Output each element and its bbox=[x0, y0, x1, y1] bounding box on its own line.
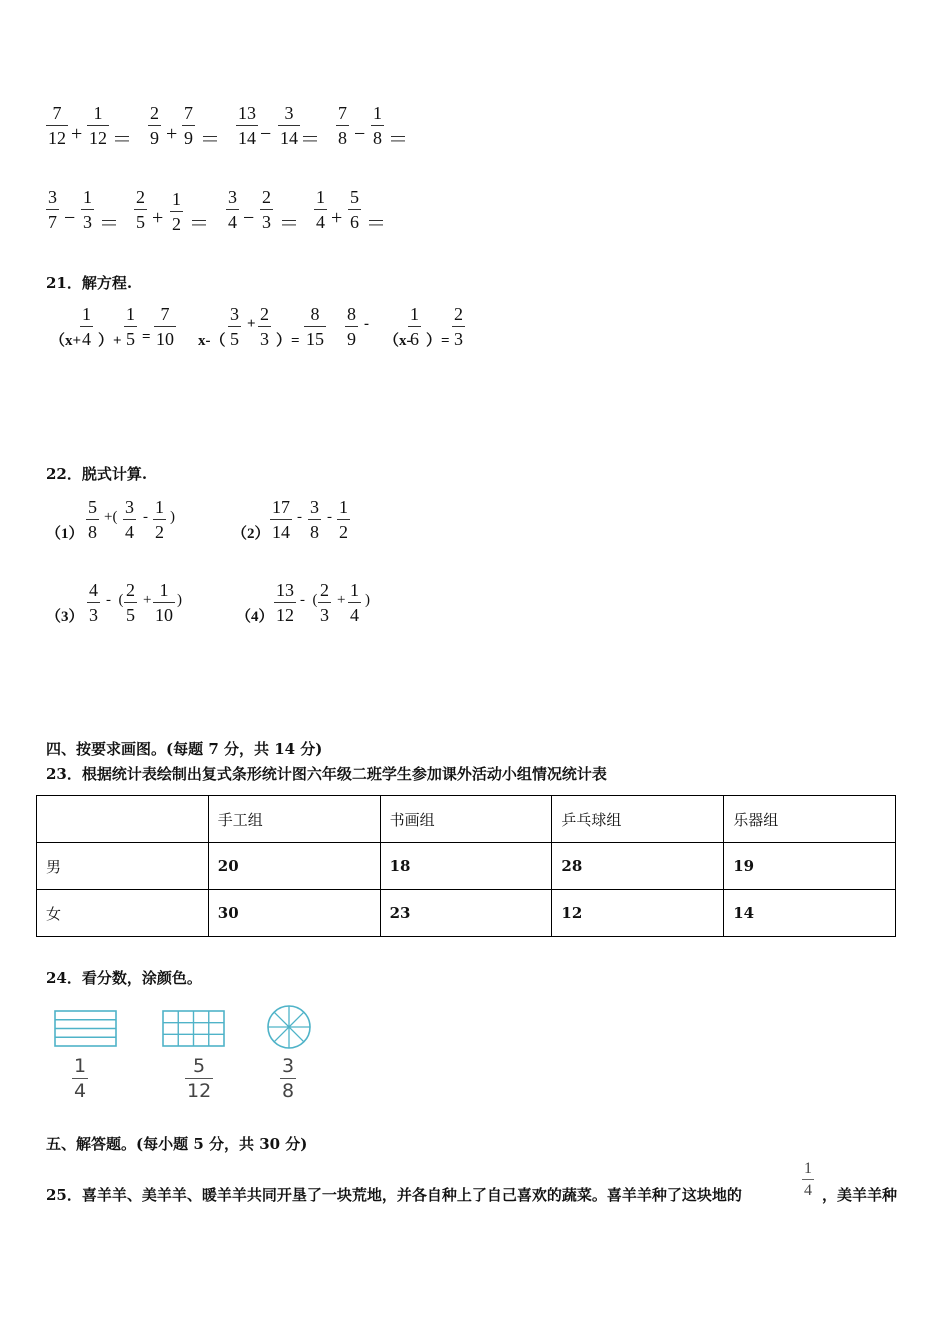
fraction: 13 14 bbox=[238, 103, 256, 148]
table-cell: 20 bbox=[208, 843, 380, 890]
paren-close: ) bbox=[170, 509, 175, 525]
table-cell: 18 bbox=[380, 843, 552, 890]
fraction: 5 8 bbox=[88, 497, 97, 542]
table-cell: 19 bbox=[724, 843, 896, 890]
fraction: 2 3 bbox=[454, 304, 463, 349]
equals: ＝ bbox=[112, 129, 132, 151]
table-cell bbox=[37, 796, 209, 843]
table-row bbox=[37, 890, 896, 937]
fraction: 1 8 bbox=[373, 103, 382, 148]
minus: - bbox=[297, 509, 302, 525]
paren-close: ) bbox=[365, 592, 370, 608]
paren-close: ）+ bbox=[98, 333, 122, 349]
operator: − bbox=[354, 123, 366, 145]
fraction: 3 5 bbox=[230, 304, 239, 349]
fraction-label: 3 8 bbox=[282, 1055, 295, 1102]
fraction: 2 5 bbox=[126, 580, 135, 625]
fraction: 1 2 bbox=[155, 497, 164, 542]
operator: − bbox=[260, 123, 272, 145]
equals: ＝ bbox=[99, 213, 119, 235]
table-cell: 乐器组 bbox=[724, 796, 896, 843]
striped-rectangle-figure[interactable] bbox=[54, 1010, 118, 1048]
problem-label: （4） bbox=[236, 609, 274, 625]
q22-title: 22．脱式计算. bbox=[46, 465, 148, 483]
fraction: 7 10 bbox=[156, 304, 174, 349]
fraction: 2 3 bbox=[262, 187, 271, 232]
fraction: 1 2 bbox=[339, 497, 348, 542]
table-cell: 12 bbox=[552, 890, 724, 937]
problem-label: （1） bbox=[46, 526, 84, 542]
fraction: 7 9 bbox=[184, 103, 193, 148]
activity-stats-table bbox=[36, 795, 896, 937]
table-cell: 23 bbox=[380, 890, 552, 937]
fraction: 3 8 bbox=[310, 497, 319, 542]
paren-close: ）= bbox=[276, 333, 300, 349]
paren-open: （x- bbox=[384, 333, 412, 349]
table-cell: 28 bbox=[552, 843, 724, 890]
grid-rectangle-figure[interactable] bbox=[162, 1010, 226, 1048]
fraction: 1 4 bbox=[82, 304, 91, 349]
paren-close: ) bbox=[177, 592, 182, 608]
operator: + bbox=[71, 123, 83, 145]
fraction: 3 4 bbox=[125, 497, 134, 542]
fraction: 8 15 bbox=[306, 304, 324, 349]
fraction: 13 12 bbox=[276, 580, 294, 625]
equals: ＝ bbox=[388, 129, 408, 151]
fraction: 2 3 bbox=[320, 580, 329, 625]
operator: + bbox=[166, 123, 178, 145]
table-cell: 女 bbox=[37, 890, 209, 937]
q21-title: 21．解方程. bbox=[46, 274, 133, 292]
fraction: 1 2 bbox=[172, 189, 181, 234]
table-row bbox=[37, 843, 896, 890]
problem-label: （3） bbox=[46, 609, 84, 625]
fraction: 5 6 bbox=[350, 187, 359, 232]
fraction-label: 5 12 bbox=[187, 1055, 212, 1102]
q25-text-part-a: 25．喜羊羊、美羊羊、暖羊羊共同开垦了一块荒地，并各自种上了自己喜欢的蔬菜。喜羊羊种了这块地的 bbox=[46, 1186, 742, 1204]
operator: + bbox=[152, 207, 164, 229]
fraction: 7 12 bbox=[48, 103, 66, 148]
operator: − bbox=[243, 207, 255, 229]
x-minus-paren: x-（ bbox=[198, 333, 226, 349]
table-cell: 30 bbox=[208, 890, 380, 937]
table-cell: 乒乓球组 bbox=[552, 796, 724, 843]
minus-paren: - ( bbox=[106, 592, 124, 608]
plus: + bbox=[247, 316, 256, 332]
paren-close: ）= bbox=[426, 333, 450, 349]
fraction: 2 3 bbox=[260, 304, 269, 349]
q23-title: 23．根据统计表绘制出复式条形统计图六年级二班学生参加课外活动小组情况统计表 bbox=[46, 765, 607, 783]
fraction: 2 5 bbox=[136, 187, 145, 232]
equals: ＝ bbox=[189, 213, 209, 235]
table-cell: 手工组 bbox=[208, 796, 380, 843]
section-5-heading: 五、解答题。(每小题 5 分，共 30 分) bbox=[46, 1135, 308, 1153]
fraction: 8 9 bbox=[347, 304, 356, 349]
fraction: 1 4 bbox=[350, 580, 359, 625]
fraction: 1 3 bbox=[83, 187, 92, 232]
q24-title: 24．看分数，涂颜色。 bbox=[46, 969, 202, 987]
table-header-row bbox=[37, 796, 896, 843]
minus: - bbox=[143, 509, 148, 525]
fraction-label: 1 4 bbox=[74, 1055, 87, 1102]
fraction: 1 12 bbox=[89, 103, 107, 148]
plus: + bbox=[337, 592, 346, 608]
plus-paren: +( bbox=[104, 509, 118, 525]
operator: + bbox=[331, 207, 343, 229]
fraction: 3 14 bbox=[280, 103, 298, 148]
fraction: 1 10 bbox=[155, 580, 173, 625]
section-4-heading: 四、按要求画图。(每题 7 分，共 14 分) bbox=[46, 740, 323, 758]
plus: + bbox=[143, 592, 152, 608]
q25-text-part-b: ，美羊羊种 bbox=[822, 1186, 898, 1204]
fraction: 7 8 bbox=[338, 103, 347, 148]
equals: ＝ bbox=[279, 213, 299, 235]
fraction: 3 4 bbox=[228, 187, 237, 232]
paren-open: （x+ bbox=[50, 333, 82, 349]
table-cell: 书画组 bbox=[380, 796, 552, 843]
fraction: 2 9 bbox=[150, 103, 159, 148]
fraction: 1 4 bbox=[804, 1160, 812, 1199]
equals: ＝ bbox=[200, 129, 220, 151]
minus: - bbox=[364, 316, 369, 332]
table-cell: 14 bbox=[724, 890, 896, 937]
fraction: 17 14 bbox=[272, 497, 290, 542]
fraction: 1 5 bbox=[126, 304, 135, 349]
equals: = bbox=[142, 329, 151, 345]
fraction: 3 7 bbox=[48, 187, 57, 232]
equals: ＝ bbox=[366, 213, 386, 235]
table-cell: 男 bbox=[37, 843, 209, 890]
divided-circle-figure[interactable] bbox=[266, 1004, 312, 1050]
operator: − bbox=[64, 207, 76, 229]
fraction: 1 4 bbox=[316, 187, 325, 232]
equals: ＝ bbox=[300, 129, 320, 151]
problem-label: （2） bbox=[232, 526, 270, 542]
fraction: 1 6 bbox=[410, 304, 419, 349]
minus-paren: - ( bbox=[300, 592, 318, 608]
fraction: 4 3 bbox=[89, 580, 98, 625]
minus: - bbox=[327, 509, 332, 525]
